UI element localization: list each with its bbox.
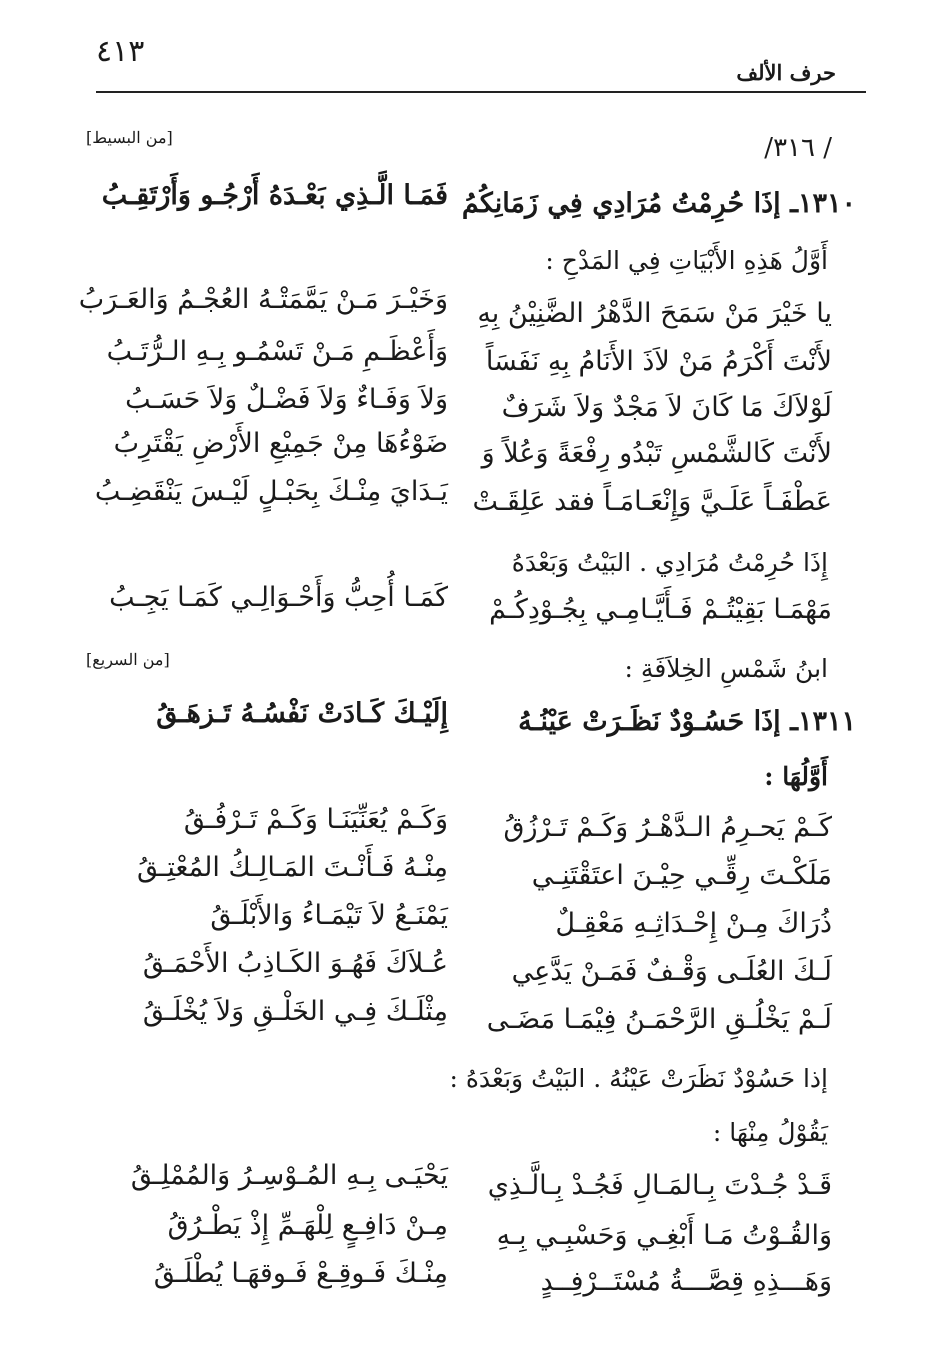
verse-b: يَمْنَـعُ لاَ تَيْمَـاءُ وَالأَبْلَـقُ: [210, 900, 448, 931]
verse-a: لَـمْ يَخْلُـقِ الرَّحْمَـنُ فِيْمَـا مَضَـى: [486, 1004, 832, 1035]
verse-a: وَهَـــذِهِ قِصَّـــةُ مُسْتَــرْفِــدٍ: [540, 1266, 832, 1297]
verse-a: يا خَيْرَ مَنْ سَمَحَ الدَّهْرُ الضَّنِيْنُ بِهِ: [477, 298, 832, 329]
verse-a: لَوْلاَكَ مَا كَانَ لاَ مَجْدٌ وَلاَ شَرَفٌ: [501, 392, 832, 423]
intro-text: يَقُوْلُ مِنْهَا :: [712, 1118, 828, 1147]
verse-b: وَلاَ وَفَـاءٌ وَلاَ فَضْـلٌ وَلاَ حَسَـبُ: [125, 384, 448, 415]
page-number: ٤١٣: [96, 34, 145, 69]
verse-a: لأَنْتَ كَالشَّمْسِ تَبْدُو رِفْعَةً وَعُلاً وَ: [481, 438, 832, 469]
verse-heading-first: [518, 706, 856, 737]
attribution: ابنُ شَمْسِ الخِلاَفَةِ :: [624, 654, 828, 683]
verse-number: ١٣١١ـ: [790, 706, 856, 737]
running-title: حرف الألف: [736, 60, 836, 85]
verse-b: مِثْلَـكَ فِـي الخَلْـقِ وَلاَ يُخْلَـقُ: [142, 996, 448, 1027]
verse-a: لأَنْتَ أَكْرَمُ مَنْ لاَذَ الأَنَامُ بِهِ نَفَسَاً: [485, 346, 832, 377]
verse-b: وَكَـمْ يُعَنِّيَنَـا وَكَـمْ تَـرْفُـقُ: [183, 804, 448, 835]
verse-b: يَحْيَـى بِـهِ المُـوْسِـرُ وَالمُمْلِـقُ: [130, 1160, 448, 1191]
after-text: إذا حَسُوْدٌ نَظَرَتْ عَيْنُهُ . البَيْتُ وَبَعْدَهُ :: [449, 1064, 828, 1093]
verse-b: وَأَعْظَـمِ مَـنْ تَسْمُـو بِـهِ الـرُّتَـبُ: [106, 336, 448, 367]
verse-a: عَطْفَـاً عَلَـيَّ وَإِنْعَـامَـاً فقد عَلِقَـتْ: [472, 486, 832, 517]
intro-text: أَوَّلُهَا :: [764, 762, 828, 791]
verse-b: مِنْـكَ فَـوقِـعْ فَـوقهَـا يُطْلَـقُ: [153, 1258, 448, 1289]
verse-a: وَالقُـوْتُ مَـا أَبْغِـي وَحَسْبِـي بِـهِ: [496, 1220, 832, 1251]
verse-b: مِنْـهُ فَـأَنْـتَ المَـالِـكُ المُعْتِـقُ: [136, 852, 448, 883]
verse-b: ضَوْءُهَا مِنْ جَمِيْعِ الأَرْضِ يَقْتَرِبُ: [113, 428, 448, 459]
after-text: إِذَا حُرِمْتُ مُرَادِي . البَيْتُ وَبَعْدَهُ: [511, 548, 828, 577]
verse-b: يَـدَايَ مِنْـكَ بِحَبْـلٍ لَيْـسَ يَنْقَضِـبُ: [94, 476, 448, 507]
verse-a: ذُرَاكَ مِـنْ إِحْـدَاثِـهِ مَعْقِـلٌ: [555, 908, 832, 939]
header-rule: [96, 91, 866, 93]
verse-a: مَلَكْـتَ رِقِّـي حِيْـنَ اعتَقْتَنِـي: [531, 860, 832, 891]
verse-a: لَـكَ العُلَـى وَقْـفٌ فَمَـنْ يَدَّعِي: [511, 956, 832, 987]
meter-label: [من السريع]: [86, 650, 170, 669]
verse-number: ١٣١٠ـ: [790, 188, 856, 219]
verse-a: كَـمْ يَحـرِمُ الـدَّهْـرُ وَكَـمْ تَـرْزُقُ: [503, 812, 832, 843]
intro-text: أَوَّلُ هَذِهِ الأَبْيَاتِ فِي المَدْحِ :: [545, 246, 828, 275]
verse-a: مَهْمَـا بَقِيْتُـمْ فَـأَيَّـامِـي بِجُـوْدِكُـمْ: [489, 594, 832, 625]
verse-b: عُـلاَكَ فَهُـوَ الكَـاذِبُ الأَحْمَـقُ: [142, 948, 448, 979]
hemistich-second: إِلَيْـكَ كَـادَتْ نَفْسُـهُ تَـزهَـقُ: [156, 698, 448, 729]
verse-b: مِـنْ دَافِـعٍ لِلْهَـمِّ إِذْ يَطْـرُقُ: [167, 1210, 448, 1241]
verse-b: وَخَيْـرَ مَـنْ يَمَّمَتْـهُ العُجْـمُ وَالعَـرَبُ: [78, 284, 448, 315]
hemistich-first: إذَا حَسُـوْدٌ نَظَـرَتْ عَيْنُـهُ: [518, 706, 781, 737]
hemistich-first: إذَا حُرِمْتُ مُرَادِي فِي زَمَانِكُمُ: [461, 188, 781, 219]
verse-b: كَمَـا أُحِبُّ وَأَحْـوَالِـي كَمَـا يَجِـبُ: [109, 582, 448, 613]
verse-a: قَـدْ جُـدْتَ بِـالمَـالِ فَجُـدْ بِـالَّـذِي: [487, 1170, 832, 1201]
meter-label: [من البسيط]: [86, 128, 173, 147]
verse-heading-first: [462, 188, 856, 219]
hemistich-second: فَمَـا الَّـذِي بَعْـدَهُ أَرْجُـو وَأَرْتَقِـبُ: [101, 180, 448, 211]
entry-marker: / ٣١٦/: [764, 133, 832, 163]
